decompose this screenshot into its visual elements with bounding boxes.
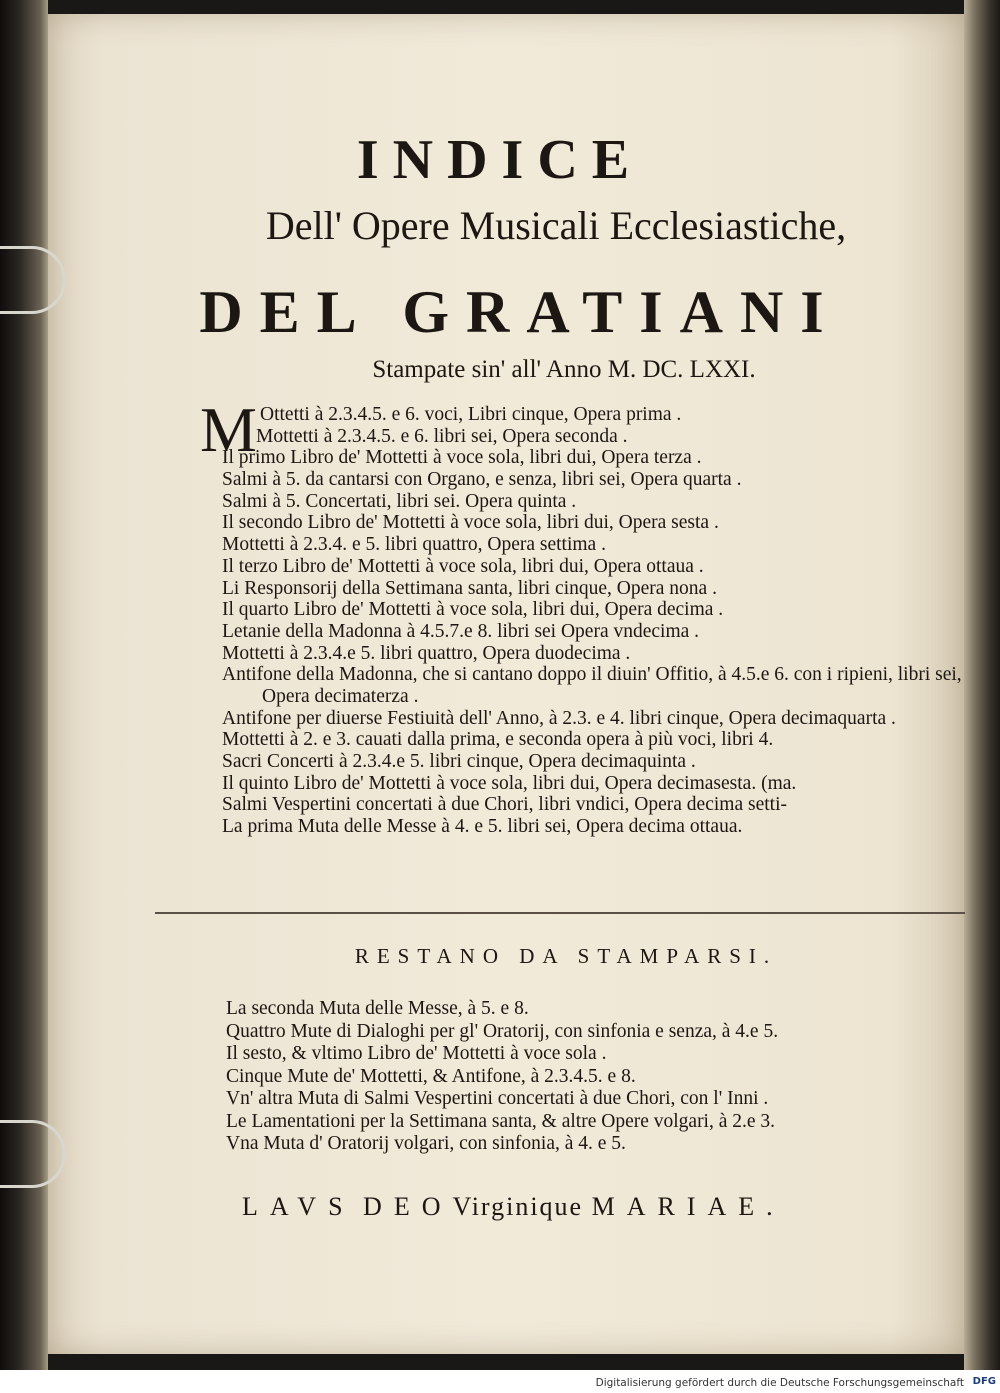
list-item: Il primo Libro de' Mottetti à voce sola, libri dui, Opera terza . bbox=[222, 447, 702, 469]
digitization-footer bbox=[0, 1373, 1000, 1393]
mariae-word: MARIAE. bbox=[591, 1192, 785, 1221]
list-item: Ottetti à 2.3.4.5. e 6. voci, Libri cinque, Opera prima . bbox=[260, 404, 682, 425]
list-item: Li Responsorij della Settimana santa, libri cinque, Opera nona . bbox=[222, 577, 717, 599]
list-item: Antifone della Madonna, che si cantano doppo il diuin' Offitio, à 4.5.e 6. con i ripieni, libri sei, Opera decimaterza . bbox=[222, 664, 962, 707]
index-title: INDICE bbox=[356, 129, 644, 191]
list-item: Mottetti à 2.3.4. e 5. libri quattro, Opera settima . bbox=[222, 534, 606, 556]
list-item: Sacri Concerti à 2.3.4.e 5. libri cinque, Opera decimaquinta . bbox=[222, 751, 696, 773]
list-item: Il quarto Libro de' Mottetti à voce sola, libri dui, Opera decima . bbox=[222, 599, 724, 621]
list-item: Il quinto Libro de' Mottetti à voce sola, libri dui, Opera decimasesta. (ma. bbox=[222, 772, 797, 794]
index-subtitle: Dell' Opere Musicali Ecclesiastiche, bbox=[265, 203, 847, 248]
list-item: Cinque Mute de' Mottetti, & Antifone, à 2.3.4.5. e 8. bbox=[226, 1065, 636, 1087]
footer-credit: Digitalisierung gefördert durch die Deutsche Forschungsgemeinschaft bbox=[595, 1377, 964, 1389]
remaining-works-list bbox=[226, 998, 986, 1156]
list-item: Mottetti à 2.3.4.5. e 6. libri sei, Opera seconda . bbox=[256, 425, 628, 447]
list-item: Il terzo Libro de' Mottetti à voce sola, libri dui, Opera ottaua . bbox=[222, 555, 704, 577]
list-item: Il sesto, & vltimo Libro de' Mottetti à voce sola . bbox=[226, 1043, 607, 1064]
list-item: Letanie della Madonna à 4.5.7.e 8. libri sei Opera vndecima . bbox=[222, 620, 700, 642]
list-item: Il secondo Libro de' Mottetti à voce sola, libri dui, Opera sesta . bbox=[222, 512, 719, 534]
virginique-word: Virginique bbox=[452, 1192, 584, 1221]
laus-word: LAVS bbox=[242, 1192, 355, 1221]
index-author: DEL GRATIANI bbox=[199, 279, 841, 345]
list-item: Vna Muta d' Oratorij volgari, con sinfonia, à 4. e 5. bbox=[226, 1133, 626, 1154]
closing-line bbox=[242, 1192, 785, 1222]
published-works-list bbox=[222, 404, 982, 838]
deo-word: DEO bbox=[363, 1192, 453, 1221]
dfg-logo: DFG bbox=[972, 1376, 996, 1387]
list-item: La prima Muta delle Messe à 4. e 5. libri sei, Opera decima ottaua. bbox=[222, 816, 743, 838]
index-imprint: Stampate sin' all' Anno M. DC. LXXI. bbox=[372, 356, 756, 383]
list-item: La seconda Muta delle Messe, à 5. e 8. bbox=[226, 998, 529, 1019]
list-item: Quattro Mute di Dialoghi per gl' Oratorij, con sinfonia e senza, à 4.e 5. bbox=[226, 1020, 779, 1042]
list-item: Salmi Vespertini concertati à due Chori, libri vndici, Opera decima setti- bbox=[222, 794, 787, 816]
list-item: Vn' altra Muta di Salmi Vespertini concertati à due Chori, con l' Inni . bbox=[226, 1088, 769, 1109]
list-item: Salmi à 5. da cantarsi con Organo, e senza, libri sei, Opera quarta . bbox=[222, 469, 742, 491]
list-item: Le Lamentationi per la Settimana santa, & altre Opere volgari, à 2.e 3. bbox=[226, 1110, 776, 1132]
list-item: Mottetti à 2. e 3. cauati dalla prima, e seconda opera à più voci, libri 4. bbox=[222, 729, 774, 751]
list-item: Salmi à 5. Concertati, libri sei. Opera quinta . bbox=[222, 490, 577, 512]
list-item: Mottetti à 2.3.4.e 5. libri quattro, Opera duodecima . bbox=[222, 642, 631, 664]
drop-cap: M bbox=[200, 394, 257, 465]
remaining-heading: RESTANO DA STAMPARSI. bbox=[354, 944, 778, 968]
list-item: Antifone per diuerse Festiuità dell' Anno, à 2.3. e 4. libri cinque, Opera decimaquarta . bbox=[222, 707, 896, 729]
section-divider bbox=[155, 912, 965, 914]
